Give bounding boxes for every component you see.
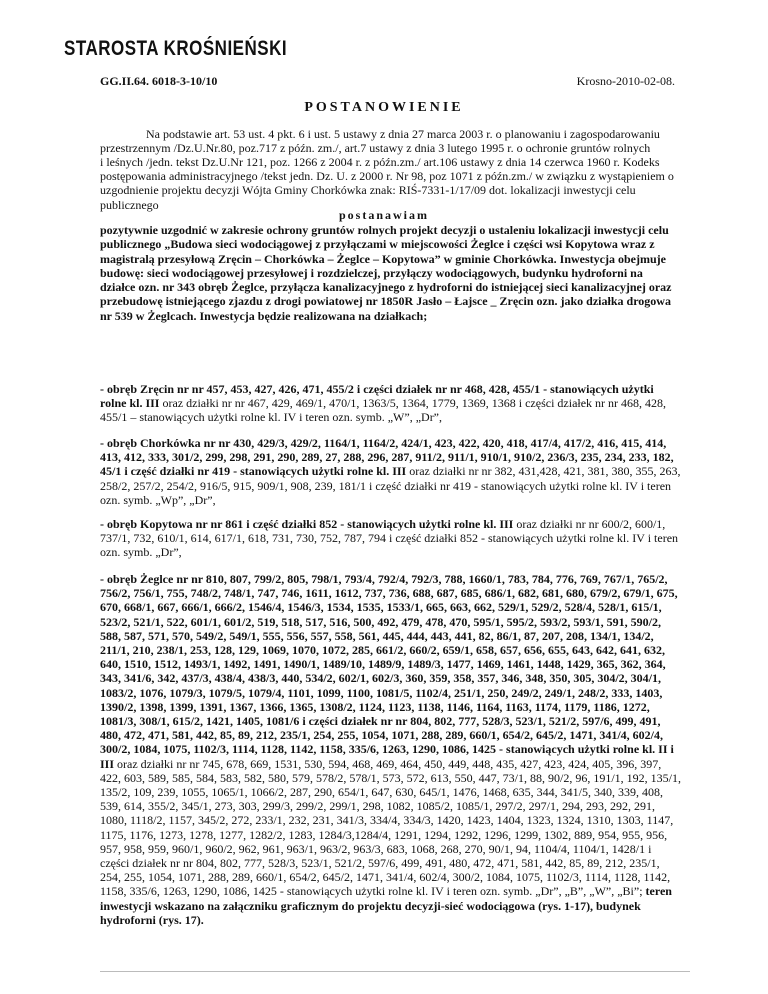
plots-zrecin-class-iii: - obręb Zręcin nr nr 457, 453, 427, 426, 471, 455/2 i części działek nr nr 468, 428, 455/1 - stanowiących użytki rolne kl. III xyxy=(100,382,654,411)
plots-chorkowka-class-iii: - obręb Chorkówka nr nr 430, 429/3, 429/2, 1164/1, 1164/2, 424/1, 423, 422, 420, 418, 417/4, 417/2, 416, 415, 414, 413, 412, 333, 301/2, 299, 298, 291, 290, 289, 27, 288, 296, 287, 911/2, 911/1, 910/1, 910/2, 236/3, 235, 234, 233, 182, 45/1 i część działki nr 419 - stanowiących użytki rolne kl. III xyxy=(100,436,674,479)
page-bottom-divider xyxy=(100,971,690,972)
plots-kopytowa-class-iv: oraz działki nr nr 600/2, 600/1, 737/1, 732, 610/1, 614, 617/1, 618, 731, 730, 752, 787, 794 i część działki 852 - stanowiących użytki rolne kl. IV i teren ozn. symb. „Dr”, xyxy=(100,517,679,560)
decision-paragraph: pozytywnie uzgodnić w zakresie ochrony gruntów rolnych projekt decyzji o ustaleniu lokalizacji inwestycji celu publicznego „Budowa sieci wodociągowej z przyłączami w miejscowości Żeglce i części wsi Kopytowa wraz z magistralą przesyłową Zręcin – Chorkówka – Żeglce – Kopytowa” w gminie Chorkówka. Inwestycja obejmuje budowę: sieci wodociągowej przesyłowej i rozdzielczej, przyłączy wodociągowych, budynku hydroforni na działce ozn. nr 343 obręb Żeglce, przyłącza kanalizacyjnego z hydroforni do istniejącej sieci kanalizacyjnej oraz przebudowę istniejącego zjazdu z drogi powiatowej nr 1850R Jasło – Łajsce _ Zręcin ozn. jako działka drogowa nr 539 w Żeglcach. Inwestycja będzie realizowana na działkach; xyxy=(100,223,672,323)
reference-line xyxy=(100,74,675,89)
plots-chorkowka xyxy=(100,436,682,507)
case-reference: GG.II.64. 6018-3-10/10 xyxy=(100,74,218,88)
plots-zrecin xyxy=(100,382,682,425)
plots-zeglce-class-ii-iii: - obręb Żeglce nr nr 810, 807, 799/2, 805, 798/1, 793/4, 792/4, 792/3, 788, 1660/1, 783, 784, 776, 769, 767/1, 765/2, 756/2, 756/1, 755, 748/2, 748/1, 747, 746, 1611, 1612, 737, 736, 688, 687, 685, 686/1, 682, 681, 680, 679/2, 679/1, 675, 670, 668/1, 667, 666/1, 666/2, 1546/4, 1546/3, 1534, 1535, 1533/1, 665, 663, 662, 529/1, 529/2, 528/4, 528/1, 615/1, 523/2, 521/1, 522, 601/1, 601/2, 519, 518, 517, 516, 500, 492, 479, 478, 470, 595/1, 595/2, 593/2, 593/1, 591, 590/2, 588, 587, 571, 570, 549/2, 549/1, 555, 556, 557, 558, 561, 445, 444, 443, 441, 82, 86/1, 87, 207, 208, 134/1, 134/2, 211/1, 210, 238/1, 253, 128, 129, 1069, 1070, 1072, 285, 661/2, 660/2, 659/1, 658, 657, 656, 655, 643, 642, 641, 632, 640, 1510, 1512, 1493/1, 1492, 1491, 1490/1, 1489/10, 1489/9, 1489/3, 1477, 1469, 1461, 1448, 1429, 365, 362, 364, 343, 341/6, 342, 437/3, 438/4, 438/3, 440, 534/2, 602/1, 602/3, 360, 359, 358, 357, 346, 348, 350, 305, 304/2, 304/1, 1083/2, 1076, 1079/3, 1079/5, 1079/4, 1101, 1099, 1100, 1081/5, 1102/4, 251/1, 250, 249/2, 249/1, 248/2, 333, 1403, 1390/2, 1398, 1399, 1391, 1367, 1366, 1365, 1308/2, 1124, 1123, 1138, 1146, 1164, 1163, 1174, 1179, 1186, 1272, 1081/3, 308/1, 615/2, 1421, 1405, 1081/6 i części działek nr nr 804, 802, 777, 528/3, 523/1, 521/2, 597/6, 499, 491, 480, 472, 471, 581, 442, 85, 89, 212, 235/1, 254, 255, 1054, 1071, 288, 289, 660/1, 654/2, 645/2, 1471, 341/4, 602/4, 300/2, 1084, 1075, 1102/3, 1114, 1128, 1142, 1158, 335/6, 1263, 1290, 1086, 1425 - stanowiących użytki rolne kl. II i III xyxy=(100,572,678,771)
plots-kopytowa-class-iii: - obręb Kopytowa nr nr 861 i część działki 852 - stanowiących użytki rolne kl. III xyxy=(100,517,514,531)
plots-zeglce-class-iv: oraz działki nr nr 745, 678, 669, 1531, 530, 594, 468, 469, 464, 450, 449, 448, 435, 427, 423, 424, 405, 396, 397, 422, 603, 589, 585, 584, 583, 582, 580, 579, 578/2, 578/1, 573, 572, 613, 550, 447, 73/1, 88, 90/2, 96, 191/1, 192, 135/1, 135/2, 109, 239, 1055, 1065/1, 1066/2, 287, 290, 654/1, 647, 630, 645/1, 1476, 1468, 635, 344, 341/5, 340, 339, 408, 539, 614, 355/2, 345/1, 273, 303, 299/3, 299/2, 299/1, 298, 1082, 1085/2, 1085/1, 297/2, 297/1, 294, 293, 292, 291, 1080, 1118/2, 1157, 345/2, 272, 233/1, 232, 231, 341/3, 334/4, 334/3, 1420, 1423, 1404, 1323, 1324, 1310, 1303, 1147, 1175, 1176, 1273, 1278, 1277, 1282/2, 1283, 1284/3,1284/4, 1291, 1294, 1292, 1296, 1299, 1302, 889, 954, 955, 956, 957, 958, 959, 960/1, 960/2, 962, 961, 963/1, 963/2, 963/3, 683, 1068, 268, 270, 90/1, 94, 1104/4, 1104/1, 1428/1 i części działek nr nr 804, 802, 777, 528/3, 523/1, 521/2, 597/6, 499, 491, 480, 472, 471, 581, 442, 85, 89, 212, 235/1, 254, 255, 1054, 1071, 288, 289, 660/1, 654/2, 645/2, 1471, 341/4, 602/4, 300/2, 1084, 1075, 1102/3, 1114, 1128, 1142, 1158, 335/6, 1263, 1290, 1086, 1425 - stanowiących użytki rolne kl. IV i teren ozn. symb. „Dr”, „B”, „W”, „Bi”; xyxy=(100,756,682,899)
investment-area-note: teren inwestycji wskazano na załączniku graficznym do projektu decyzji-sieć wodociągowa (rys. 1-17), budynek hydroforni (rys. 17). xyxy=(100,884,672,927)
legal-basis-continuation: i leśnych /jedn. tekst Dz.U.Nr 121, poz. 1266 z 2004 r. z późn.zm./ art.106 ustawy z dnia 14 czerwca 1960 r. Kodeks postępowania administracyjnego /tekst jedn. Dz. U. z 2000 r. Nr 98, poz 1071 z późn.zm./ w związku z wystąpieniem o uzgodnienie projektu decyzji Wójta Gminy Chorkówka znak: RIŚ-7331-1/17/09 dot. lokalizacji inwestycji celu publicznego xyxy=(100,155,674,212)
plots-zrecin-class-iv: oraz działki nr nr 467, 429, 469/1, 470/1, 1363/5, 1364, 1779, 1369, 1368 i części działek nr nr 468, 428, 455/1 – stanowiących użytki rolne kl. IV i teren ozn. symb. „W”, „Dr”, xyxy=(100,396,667,425)
decree-heading: postanawiam xyxy=(338,208,429,222)
plots-chorkowka-class-iv: oraz działki nr nr 382, 431,428, 421, 381, 380, 355, 263, 258/2, 257/2, 254/2, 916/5, 915, 909/1, 908, 239, 181/1 i część działki nr 419 - stanowiących użytki rolne kl. IV i teren ozn. symb. „Wp”, „Dr”, xyxy=(100,464,681,507)
office-logo: STAROSTA KROŚNIEŃSKI xyxy=(64,36,288,60)
plots-zeglce xyxy=(100,572,682,927)
document-title: POSTANOWIENIE xyxy=(304,100,464,115)
plots-kopytowa xyxy=(100,517,682,560)
legal-basis-paragraph: Na podstawie art. 53 ust. 4 pkt. 6 i ust. 5 ustawy z dnia 27 marca 2003 r. o planowaniu i zagospodarowaniu przestrzennym /Dz.U.Nr.80, poz.717 z późn. zm./, art.7 ustawy z dnia 3 lutego 1995 r. o ochronie gruntów rolnych xyxy=(100,127,660,156)
document-date: Krosno-2010-02-08. xyxy=(576,74,675,88)
